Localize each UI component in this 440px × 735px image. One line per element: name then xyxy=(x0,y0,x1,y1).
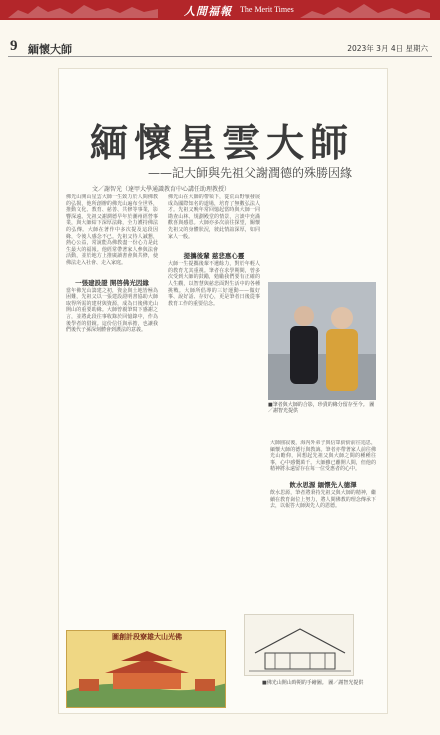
article-column-1 xyxy=(66,194,158,612)
paragraph: 大師圓寂後，海內外弟子與信眾紛紛前往追思，緬懷大師的德行與教誨。筆者亦帶著家人前往佛光山瞻仰，回想起先祖父與大師之間的種種往事，心中感慨萬千。大師雖已離開人間，但他的精神將永遠留存在每一位受惠者的心中。 xyxy=(270,440,376,473)
photo-caption: ■筆者與大師的合影，珍貴的緣分留存至今。 圖／謝智光提供 xyxy=(268,402,375,414)
sketch-caption: ■佛光山開山時期的手繪圖。 圖／謝智光提供 xyxy=(262,680,364,686)
portrait-photo xyxy=(268,282,376,400)
page-number: 9 xyxy=(10,38,18,54)
paragraph: 飲水思源，筆者將秉持先祖父與大師的精神，繼續在教育崗位上努力，將人間佛教的理念傳承下去，以報答大師與先人的恩德。 xyxy=(270,489,376,510)
building-sketch-icon xyxy=(245,615,354,676)
article-column-2 xyxy=(168,194,260,612)
paragraph: 大師一生提攜後輩不遺餘力，對於年輕人的教育尤其重視。筆者在求學期間，曾多次受到大師的鼓勵，勉勵我們要有正確的人生觀，以智慧與慈悲面對生活中的各種挑戰。大師所倡導的三好運動——做好事、說好話、存好心，更是筆者日後從事教育工作的重要信念。 xyxy=(168,261,260,307)
two-people-photo-icon xyxy=(268,282,376,400)
section-title: 緬懷大師 xyxy=(28,43,72,56)
article-headline: 緬懷星雲大師 xyxy=(90,120,355,165)
painting-title: 圖創計段寮雄大山光佛 xyxy=(112,632,182,641)
paragraph: 佛光山在大師的帶領下，從荒山野嶺發展成為國際知名的道場，培育了無數弘法人才。先祖父晚年常回憶起當時與大師一同勘查山林、規劃殿堂的情景，言談中充滿歡喜與感恩。大師亦多次前往探望，關懷先祖父的身體狀況，彼此情誼深厚，如同家人一般。 xyxy=(168,194,260,240)
building-sketch xyxy=(244,614,354,676)
section-heading-3: 飲水思源 緬懷先人德澤 xyxy=(289,480,357,489)
header-divider xyxy=(8,56,432,57)
skyline-watermark-icon xyxy=(8,2,158,18)
paragraph: 佛光山開山星雲大師一生致力於人間佛教的弘揚，他所創辦的佛光山遍布全世界，推動文化、教育、慈善、共修等事業，影響深遠。先祖父謝潤德早年於潮州經營事業，與大師結下深厚法緣，全力護持佛法的弘傳。大師在著作中多次提及這段因緣，令後人感念不已。先祖父待人誠懇，熱心公益，常說能為佛教盡一份心力是此生最大的福報。他經常帶著家人參與法會活動，並於地方上推廣讀書會與共修，使佛法走入社會、走入家庭。 xyxy=(66,194,158,266)
temple-watermark-icon xyxy=(300,2,430,18)
section-heading-2: 提攜後輩 慈悲惠心靈 xyxy=(183,252,245,261)
masthead-logo: 人間福報 xyxy=(184,5,232,18)
issue-date: 2023年 3月 4日 星期六 xyxy=(347,44,428,53)
masthead xyxy=(0,0,440,20)
paragraph: 當年佛光山籌建之初，資金與土地皆極為困難，先祖父以一張建設證明書協助大師取得所需的建材與資源，成為日後佛光山開山的重要助緣。大師曾親筆寫下感謝之言，並將此段往事收錄於回憶錄中，作為後學者的借鏡。這份信任與承擔，也讓我們後代子孫深刻體會到護法的意義。 xyxy=(66,287,158,334)
article-subhead: ——記大師與先祖父謝潤德的殊勝因緣 xyxy=(148,166,353,180)
article-byline: 文／謝智光（達甲大學通識教育中心講任助理教授） xyxy=(92,186,231,193)
section-heading-1: 一張建設證 開啓佛光因緣 xyxy=(75,278,149,287)
masthead-english-title: The Merit Times xyxy=(240,5,294,14)
